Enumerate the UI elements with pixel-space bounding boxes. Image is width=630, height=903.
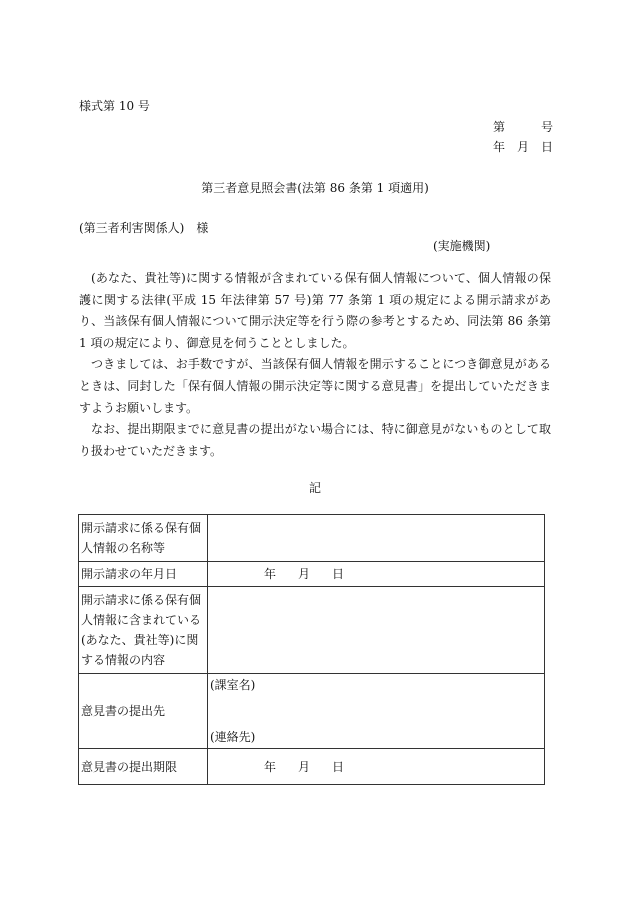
submission-destination-value	[208, 674, 545, 749]
deadline-year: 年	[264, 759, 277, 774]
request-date-year: 年	[264, 567, 277, 581]
requested-info-name-label: 開示請求に係る保有個人情報の名称等	[79, 515, 208, 562]
body-paragraph-1: (あなた、貴社等)に関する情報が含まれている保有個人情報について、個人情報の保護に関する法律(平成 15 年法律第 57 号)第 77 条第 1 項の規定による開示請求があり、当該保有個人情報について開示決定等を行う際の参考とするため、同法第 86 条第 1 項の規定により、御意見を伺うこととしました。	[79, 271, 551, 350]
form-number: 様式第 10 号	[79, 99, 150, 113]
table-row	[79, 562, 545, 587]
related-info-content-value	[208, 587, 545, 674]
request-date-label: 開示請求の年月日	[79, 562, 208, 587]
document-title: 第三者意見照会書(法第 86 条第 1 項適用)	[201, 181, 429, 195]
addressee: (第三者利害関係人) 様	[79, 221, 209, 235]
table-row	[79, 587, 545, 674]
deadline-day: 日	[332, 759, 345, 774]
table-row	[79, 515, 545, 562]
document-number-line: 第 号	[493, 120, 554, 134]
requested-info-name-value	[208, 515, 545, 562]
request-date-day: 日	[332, 567, 345, 581]
body-paragraph-2: つきましては、お手数ですが、当該保有個人情報を開示することにつき御意見があるときは、同封した「保有個人情報の開示決定等に関する意見書」を提出していただきますようお願いします。	[79, 357, 551, 415]
submission-deadline-label: 意見書の提出期限	[79, 749, 208, 785]
details-table	[78, 514, 545, 785]
related-info-content-label: 開示請求に係る保有個人情報に含まれている(あなた、貴社等)に関する情報の内容	[79, 587, 208, 674]
contact-label: (連絡先)	[210, 730, 256, 744]
section-name-label: (課室名)	[210, 678, 256, 692]
table-row	[79, 749, 545, 785]
request-date-month: 月	[298, 567, 311, 581]
issuing-agency: (実施機関)	[433, 239, 491, 253]
body-paragraph-3: なお、提出期限までに意見書の提出がない場合には、特に御意見がないものとして取り扱わせていただきます。	[79, 422, 551, 458]
table-row	[79, 674, 545, 749]
deadline-month: 月	[298, 759, 311, 774]
letter-body	[79, 268, 551, 462]
document-date-line: 年 月 日	[493, 140, 554, 154]
submission-destination-label: 意見書の提出先	[79, 674, 208, 749]
submission-deadline-value	[208, 749, 545, 785]
request-date-value	[208, 562, 545, 587]
ki-heading: 記	[308, 481, 321, 495]
